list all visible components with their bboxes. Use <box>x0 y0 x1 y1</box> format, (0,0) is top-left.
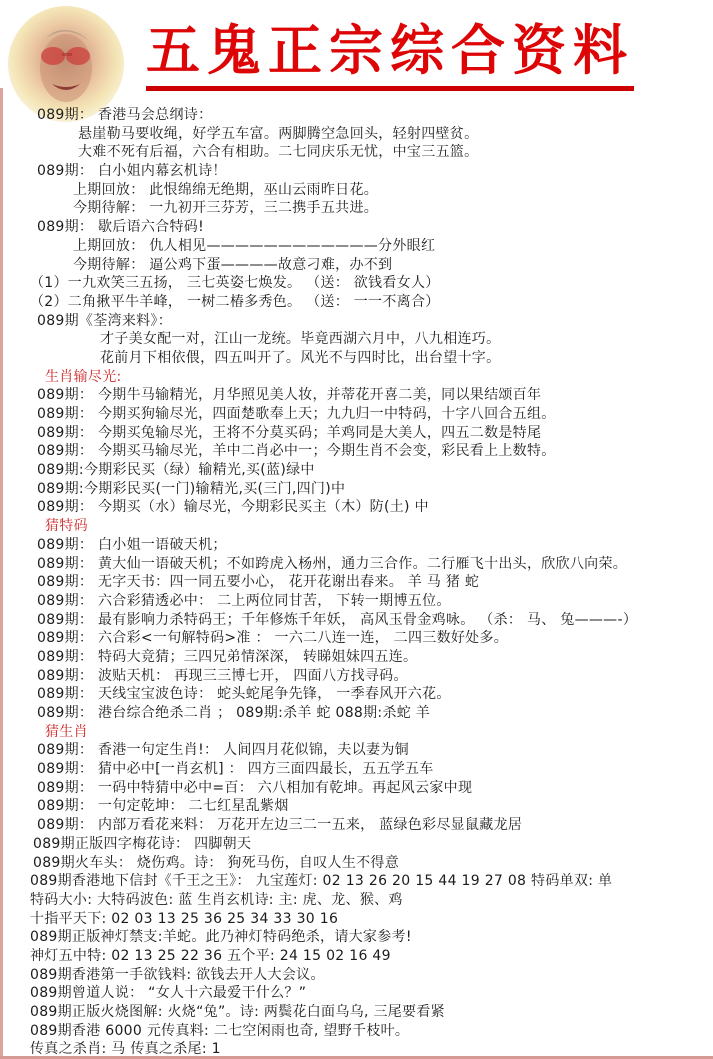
text-line: 上期回放： 仇人相见————————————分外眼红 <box>73 237 436 254</box>
text-line: 089期： 一句定乾坤： 二七红星乱紫烟 <box>37 798 289 815</box>
text-line: 089期香港 6000 元传真料: 二七空闲雨也奇, 望野千枝叶。 <box>30 1022 410 1039</box>
content-lines <box>0 106 713 1059</box>
text-line: 089期： 港台综合绝杀二肖 ； 089期:杀羊 蛇 088期:杀蛇 羊 <box>37 705 431 721</box>
text-line: 089期： 波贴天机： 再现三三博七开， 四面八方找寻码。 <box>37 667 408 684</box>
text-line: 上期回放： 此恨绵绵无绝期，巫山云雨昨日花。 <box>73 181 379 198</box>
text-line: 089期： 六合彩猜透必中： 二上两位同甘苦， 下转一期博五位。 <box>37 592 451 609</box>
section-header: 生肖输尽光: <box>45 368 122 385</box>
text-line: 089期： 黄大仙一语破天机；不如跨虎入杨州，通力三合作。二行雁飞十出头，欣欣八向荣。 <box>37 555 628 572</box>
text-line: 089期： 六合彩<一句解特码>准 ： 一六二八连一连， 二四三数好处多。 <box>37 630 509 647</box>
text-line: 089期正版神灯禁支:羊蛇。此乃神灯特码绝杀，请大家参考! <box>30 929 412 946</box>
text-line: 089期： 白小姐一语破天机； <box>37 536 227 553</box>
text-line: 悬崖勒马要收绳，好学五车富。两脚腾空急回头，轻射四壁贫。 <box>78 125 479 142</box>
text-line: 089期： 白小姐内幕玄机诗！ <box>37 163 227 180</box>
text-line: 089期： 歇后语六合特码! <box>37 219 204 236</box>
text-line: 花前月下相依偎，四五叫开了。风光不与四时比，出台望十字。 <box>100 349 501 366</box>
text-line: 089期： 今期买狗输尽光，四面楚歌奉上天；九九归一中特码，十字八回合五组。 <box>37 406 556 422</box>
text-line: 089期： 猜中必中[一肖玄机] ： 四方三面四最长，五五学五车 <box>37 761 434 778</box>
text-line: 今期待解： 逼公鸡下蛋————故意刁难，办不到 <box>73 256 393 273</box>
text-line: 089期： 今期牛马输精光，月华照见美人妆，并蒂花开喜二美，同以果结颂百年 <box>37 387 542 404</box>
text-line: 089期正版四字梅花诗： 四脚朝天 <box>33 835 252 852</box>
text-line: 089期： 香港马会总纲诗： <box>37 107 213 123</box>
text-line: 089期:今期彩民买(一门)输精光,买(三门,四门)中 <box>37 480 346 497</box>
text-line: 089期： 天线宝宝波色诗： 蛇头蛇尾争先锋， 一季春风开六花。 <box>37 686 451 703</box>
text-line: 089期： 无字天书：四一同五要小心， 花开花谢出春来。 羊 马 猪 蛇 <box>37 574 480 591</box>
text-line: 今期待解： 一九初开三芬芳，三二携手五共进。 <box>73 200 379 217</box>
text-line: 089期《荃湾来料》： <box>37 312 173 329</box>
text-line: 089期： 内部万看花来料： 万花开左边三二一五来， 蓝绿色彩尽显鼠藏龙居 <box>37 817 523 834</box>
section-header: 猜生肖 <box>45 723 88 740</box>
text-line: 089期： 香港一句定生肖!： 人间四月花似锦，夫以妻为铜 <box>37 742 409 759</box>
text-line: 089期： 一码中特猜中必中=百： 六八相加有乾坤。再起风云家中现 <box>37 779 473 796</box>
text-line: 大难不死有后福，六合有相助。二七同庆乐无忧，中宝三五篮。 <box>78 144 479 161</box>
text-line: 神灯五中特: 02 13 25 22 36 五个平: 24 15 02 16 49 <box>30 947 391 964</box>
text-line: 089期： 今期买（水）输尽光，今期彩民买主（木）防(土) 中 <box>37 499 429 516</box>
text-line: 089期： 最有影响力杀特码王；千年修炼千年妖， 高风玉骨金鸡咏。 （杀： 马、 兔———-） <box>37 611 638 628</box>
section-header: 猜特码 <box>45 518 88 535</box>
text-line: 089期： 今期买马输尽光，羊中二肖必中一；今期生肖不会变，彩民看上上数特。 <box>37 443 556 460</box>
publisher-photo <box>8 6 124 122</box>
text-line: 089期:今期彩民买（绿）输精光,买(蓝)绿中 <box>37 462 315 479</box>
text-line: 089期： 特码大竞猜；三四兄弟情深深， 转睇姐妹四五连。 <box>37 648 418 665</box>
text-line: 传真之杀肖: 马 传真之杀尾: 1 <box>30 1041 221 1058</box>
text-line: （1）一九欢笑三五扬， 三七英姿七焕发。 （送： 欲钱看女人） <box>30 275 440 292</box>
text-line: （2）二角揪平牛羊峰， 一树二椿多秀色。 （送： 一一不离合） <box>30 293 440 310</box>
fortune-master-photo-icon <box>8 6 124 122</box>
text-line: 089期正版火烧图解: 火烧“兔”。诗: 两鬓花白面乌乌, 三尾要看紧 <box>30 1004 445 1020</box>
text-line: 才子美女配一对，江山一龙统。毕竟西湖六月中，八九相连巧。 <box>100 331 501 348</box>
text-line: 089期香港地下信封《千王之王》： 九宝莲灯: 02 13 26 20 15 44 19 27 08 特码单双: 单 <box>30 873 613 890</box>
text-line: 特码大小: 大特码波色: 蓝 生肖玄机诗: 主: 虎、龙、猴、鸡 <box>30 891 403 908</box>
text-line: 089期曾道人说： “女人十六最爱干什么？” <box>30 985 307 1002</box>
text-line: 089期香港第一手欲钱料: 欲钱去开人大会议。 <box>30 966 325 983</box>
text-line: 089期： 今期买兔输尽光，王将不分莫买码；羊鸡同是大美人，四五二数是特尾 <box>37 424 542 441</box>
text-line: 089期火车头： 烧伤鸡。诗： 狗死马伤，自叹人生不得意 <box>33 854 400 871</box>
page-title: 五鬼正宗综合资料 <box>146 20 634 91</box>
text-line: 十指平天下: 02 03 13 25 36 25 34 33 30 16 <box>30 910 339 927</box>
